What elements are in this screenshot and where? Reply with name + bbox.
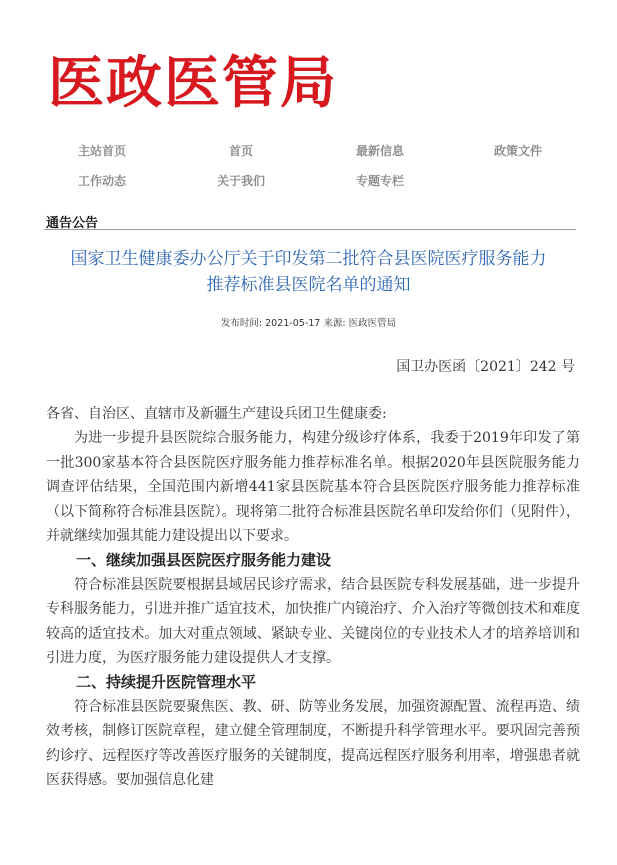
nav-item-work-news[interactable]: 工作动态 <box>77 174 126 188</box>
nav-item-about-us[interactable]: 关于我们 <box>216 174 265 188</box>
article-title-line-1: 国家卫生健康委办公厅关于印发第二批符合县医院医疗服务能力 <box>70 249 547 269</box>
article-meta: 发布时间: 2021-05-17 来源: 医政医管局 <box>220 318 397 329</box>
paragraph-section-1: 符合标准县医院要根据县域居民诊疗需求，结合县医院专科发展基础，进一步提升专科服务能力，引进并推广适宜技术，加快推广内镜治疗、介入治疗等微创技术和难度较高的适宜技术。加大对重点领域、紧缺专业、关键岗位的专业技术人才的培养培训和引进力度，为医疗服务能力建设提供人才支撑。 <box>46 576 580 667</box>
nav-item-main-home[interactable]: 主站首页 <box>77 144 126 158</box>
nav-item-special-topics[interactable]: 专题专栏 <box>355 174 404 188</box>
nav-item-policy-docs[interactable]: 政策文件 <box>493 144 542 158</box>
section-label: 通告公告 <box>46 216 99 231</box>
paragraph-section-2: 符合标准县医院要聚焦医、教、研、防等业务发展，加强资源配置、流程再造、绩效考核，制修订医院章程，建立健全管理制度，不断提升科学管理水平。要巩固完善预约诊疗、远程医疗等改善医疗服务的关键制度，提高远程医疗服务利用率，增强患者就医获得感。要加强信息化建 <box>46 698 580 789</box>
section-divider <box>44 229 576 230</box>
article-title-line-2: 推荐标准县医院名单的通知 <box>206 275 411 295</box>
nav-row-1 <box>0 142 617 172</box>
section-heading-1: 一、继续加强县医院医疗服务能力建设 <box>76 551 332 570</box>
paragraph-intro: 为进一步提升县医院综合服务能力，构建分级诊疗体系，我委于2019年印发了第一批300家基本符合县医院医疗服务能力推荐标准名单。根据2020年县医院服务能力调查评估结果，全国范围内新增441家县医院基本符合县医院医疗服务能力推荐标准（以下简称符合标准县医院）。现将第二批符合标准县医院名单印发给你们（见附件），并就继续加强其能力建设提出以下要求。 <box>46 430 580 545</box>
article-body <box>46 402 580 793</box>
article-title <box>40 246 577 298</box>
nav-item-latest-info[interactable]: 最新信息 <box>355 144 404 158</box>
salutation: 各省、自治区、直辖市及新疆生产建设兵团卫生健康委: <box>46 406 387 422</box>
nav-item-home[interactable]: 首页 <box>228 144 253 158</box>
section-heading-2: 二、持续提升医院管理水平 <box>76 673 257 692</box>
site-logo[interactable]: 医政医管局 <box>48 51 338 116</box>
document-number: 国卫办医函〔2021〕242 号 <box>396 359 575 375</box>
main-nav <box>0 142 617 202</box>
nav-row-2 <box>0 172 617 202</box>
